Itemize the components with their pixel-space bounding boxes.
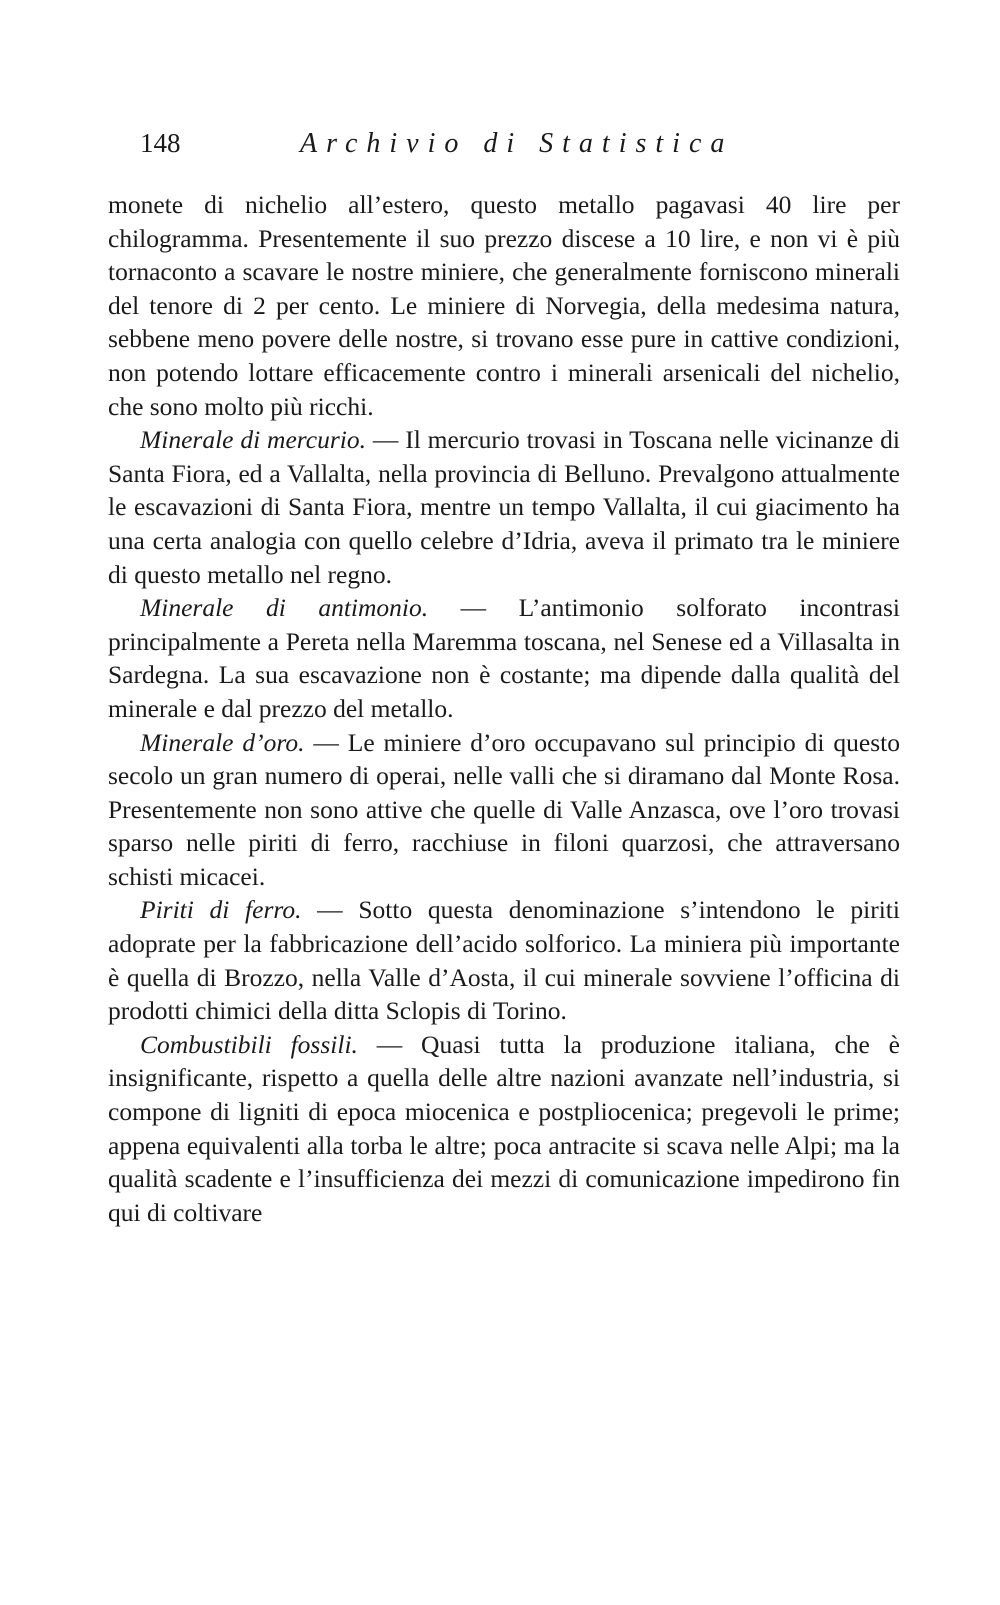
paragraph-text: — Le miniere d’oro occupavano sul principio di questo secolo un gran numero di operai, nelle valli che si diramano dal Monte Rosa. Presentemente non sono attive che quelle di Valle Anzasca, ove l’oro trovasi sparso nelle piriti di ferro, racchiuse in filoni quarzosi, che attraversano schisti micacei. — [108, 727, 900, 891]
body-text — [108, 188, 900, 1229]
page-header — [140, 128, 900, 168]
paragraph-heading: Combustibili fossili. — [140, 1029, 358, 1059]
page-number: 148 — [140, 128, 181, 158]
paragraph-heading: Piriti di ferro. — [140, 895, 302, 925]
paragraph-nichelio — [108, 188, 900, 423]
paragraph-heading: Minerale di antimonio. — [140, 593, 429, 623]
running-title: Archivio di Statistica — [300, 128, 734, 159]
paragraph-text: — Il mercurio trovasi in Toscana nelle vicinanze di Santa Fiora, ed a Vallalta, nella provincia di Belluno. Prevalgono attualmente le escavazioni di Santa Fiora, mentre un tempo Vallalta, il cui giacimento ha una certa analogia con quello celebre d’Idria, aveva il primato tra le miniere di questo metallo nel regno. — [108, 425, 900, 589]
paragraph-text: — L’antimonio solforato incontrasi principalmente a Pereta nella Maremma toscana, nel Senese ed a Villasalta in Sardegna. La sua escavazione non è costante; ma dipende dalla qualità del minerale e dal prezzo del metallo. — [108, 593, 900, 723]
paragraph-text: — Sotto questa denominazione s’intendono le piriti adoprate per la fabbricazione dell’acido solforico. La miniera più importante è quella di Brozzo, nella Valle d’Aosta, il cui minerale sovviene l’officina di prodotti chimici della ditta Sclopis di Torino. — [108, 895, 900, 1026]
paragraph-mercurio — [108, 423, 900, 591]
paragraph-heading: Minerale di mercurio. — [140, 425, 366, 455]
paragraph-oro — [108, 726, 900, 894]
paragraph-antimonio — [108, 591, 900, 725]
paragraph-piriti — [108, 893, 900, 1027]
paragraph-text: — Quasi tutta la produzione italiana, che è insignificante, rispetto a quella delle altre nazioni avanzate nell’industria, si compone di ligniti di epoca miocenica e postpliocenica; pregevoli le prime; appena equivalenti alla torba le altre; poca antracite si scava nelle Alpi; ma la qualità scadente e l’insufficienza dei mezzi di comunicazione impedirono fin qui di coltivare — [108, 1029, 900, 1227]
paragraph-text: monete di nichelio all’estero, questo metallo pagavasi 40 lire per chilogramma. Presentemente il suo prezzo discese a 10 lire, e non vi è più tornaconto a scavare le nostre miniere, che generalmente forniscono minerali del tenore di 2 per cento. Le miniere di Norvegia, della medesima natura, sebbene meno povere delle nostre, si trovano esse pure in cattive condizioni, non potendo lottare efficacemente contro i minerali arsenicali del nichelio, che sono molto più ricchi. — [108, 190, 900, 421]
paragraph-combustibili — [108, 1028, 900, 1230]
paragraph-heading: Minerale d’oro. — [140, 727, 305, 757]
